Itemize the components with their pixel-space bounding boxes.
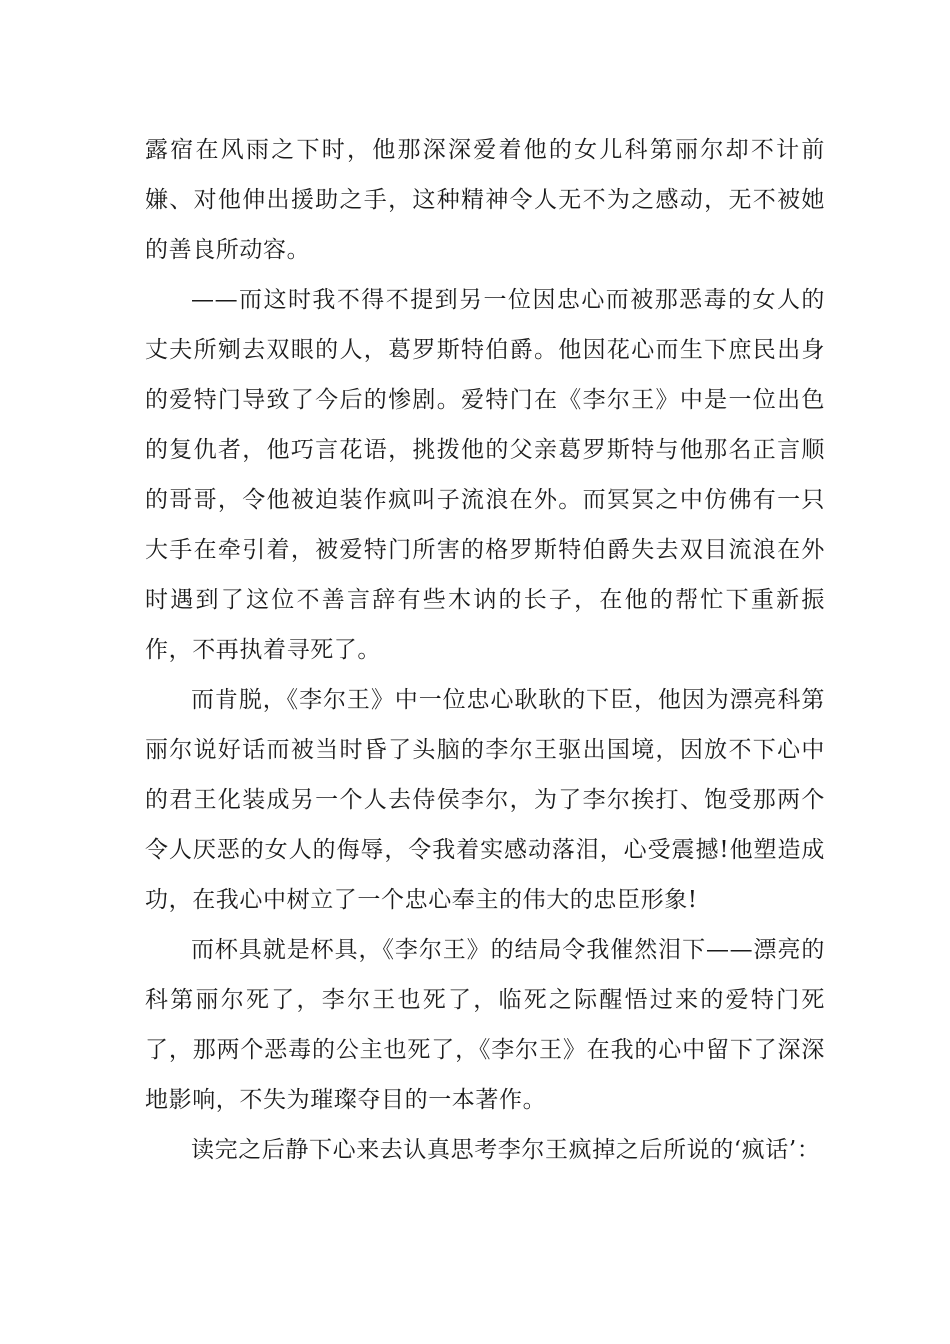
paragraph-2: ——而这时我不得不提到另一位因忠心而被那恶毒的女人的丈夫所剜去双眼的人，葛罗斯特伯爵。他因花心而生下庶民出身的爱特门导致了今后的惨剧。爱特门在《李尔王》中是一位出色的复仇者，他巧言花语，挑拨他的父亲葛罗斯特与他那名正言顺的哥哥，令他被迫装作疯叫子流浪在外。而冥冥之中仿佛有一只大手在牵引着，被爱特门所害的格罗斯特伯爵失去双目流浪在外时遇到了这位不善言辞有些木讷的长子，在他的帮忙下重新振作，不再执着寻死了。	[145, 287, 825, 663]
paragraph-1: 露宿在风雨之下时，他那深深爱着他的女儿科第丽尔却不计前嫌、对他伸出援助之手，这种精神令人无不为之感动，无不被她的善良所动容。	[145, 137, 825, 263]
paragraph-3: 而肯脱，《李尔王》中一位忠心耿耿的下臣，他因为漂亮科第丽尔说好话而被当时昏了头脑的李尔王驱出国境，因放不下心中的君王化装成另一个人去侍侯李尔，为了李尔挨打、饱受那两个令人厌恶的女人的侮辱，令我着实感动落泪，心受震撼!他塑造成功，在我心中树立了一个忠心奉主的伟大的忠臣形象!	[145, 687, 825, 913]
paragraph-5: 读完之后静下心来去认真思考李尔王疯掉之后所说的‘疯话’：	[191, 1137, 821, 1163]
paragraph-4: 而杯具就是杯具，《李尔王》的结局令我催然泪下——漂亮的科第丽尔死了，李尔王也死了，临死之际醒悟过来的爱特门死了，那两个恶毒的公主也死了，《李尔王》在我的心中留下了深深地影响，不失为璀璨夺目的一本著作。	[145, 937, 825, 1113]
document-body	[145, 125, 825, 1175]
